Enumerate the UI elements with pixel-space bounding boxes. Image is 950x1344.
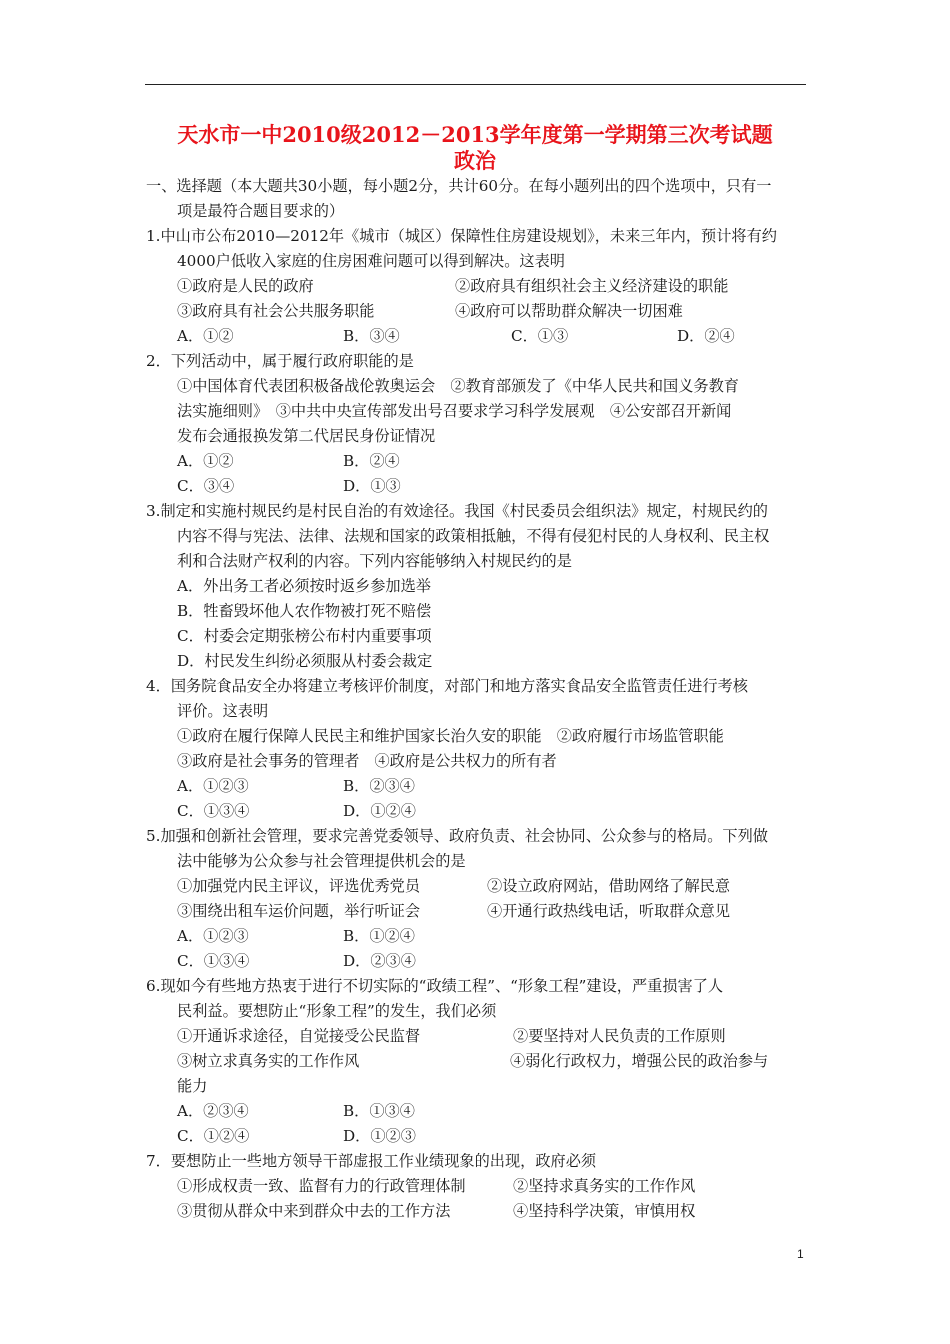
statement: 法实施细则》 ③中共中央宣传部发出号召要求学习科学发展观 ④公安部召开新闻	[177, 402, 732, 420]
answer-option: B．②④	[343, 452, 400, 470]
answer-option: B．③④	[343, 327, 400, 345]
statement: ③政府具有社会公共服务职能	[177, 302, 375, 320]
page-number: 1	[797, 1247, 804, 1261]
top-rule	[145, 84, 806, 85]
answer-option: C．③④	[177, 477, 235, 495]
statement: ③政府是社会事务的管理者 ④政府是公共权力的所有者	[177, 752, 557, 770]
answer-option: D．村民发生纠纷必须服从村委会裁定	[177, 652, 433, 670]
statement: ④坚持科学决策，审慎用权	[513, 1202, 696, 1220]
statement: ①政府是人民的政府	[177, 277, 314, 295]
answer-option: C．村委会定期张榜公布村内重要事项	[177, 627, 432, 645]
answer-option: A．①②③	[177, 927, 249, 945]
statement: ④弱化行政权力，增强公民的政治参与	[510, 1052, 769, 1070]
answer-option: C．①③	[511, 327, 569, 345]
question-stem: 4000户低收入家庭的住房困难问题可以得到解决。这表明	[177, 252, 565, 270]
answer-option: D．②④	[677, 327, 735, 345]
answer-option: B．牲畜毁坏他人农作物被打死不赔偿	[177, 602, 432, 620]
statement: ②设立政府网站，借助网络了解民意	[487, 877, 730, 895]
question-stem: 民利益。要想防止“形象工程”的发生，我们必须	[177, 1002, 497, 1020]
answer-option: A．①②	[177, 452, 234, 470]
exam-subject: 政治	[454, 148, 496, 173]
statement: ②坚持求真务实的工作作风	[513, 1177, 696, 1195]
section-heading-line: 一、选择题（本大题共30小题，每小题2分，共计60分。在每小题列出的四个选项中，只有一	[146, 177, 772, 195]
statement: ④政府可以帮助群众解决一切困难	[455, 302, 683, 320]
exam-title: 天水市一中2010级2012－2013学年度第一学期第三次考试题	[177, 122, 773, 147]
answer-option: D．②③④	[343, 952, 416, 970]
statement: ①政府在履行保障人民民主和维护国家长治久安的职能 ②政府履行市场监管职能	[177, 727, 724, 745]
question-stem: 6.现如今有些地方热衷于进行不切实际的“政绩工程”、“形象工程”建设，严重损害了人	[146, 977, 724, 995]
answer-option: D．①②④	[343, 802, 416, 820]
statement: ②要坚持对人民负责的工作原则	[513, 1027, 726, 1045]
statement: ①加强党内民主评议，评选优秀党员	[177, 877, 420, 895]
question-stem: 评价。这表明	[177, 702, 269, 720]
question-stem: 4．国务院食品安全办将建立考核评价制度，对部门和地方落实食品安全监管责任进行考核	[146, 677, 748, 695]
statement: ③贯彻从群众中来到群众中去的工作方法	[177, 1202, 451, 1220]
answer-option: A．①②③	[177, 777, 249, 795]
answer-option: A．①②	[177, 327, 234, 345]
answer-option: C．①③④	[177, 802, 250, 820]
answer-option: D．①③	[343, 477, 401, 495]
statement: 能力	[177, 1077, 208, 1095]
answer-option: D．①②③	[343, 1127, 416, 1145]
question-stem: 1.中山市公布2010—2012年《城市（城区）保障性住房建设规划》，未来三年内，预计将有约	[146, 227, 777, 245]
question-stem: 利和合法财产权利的内容。下列内容能够纳入村规民约的是	[177, 552, 572, 570]
answer-option: A．②③④	[177, 1102, 249, 1120]
statement: ①开通诉求途径，自觉接受公民监督	[177, 1027, 420, 1045]
question-stem: 7．要想防止一些地方领导干部虚报工作业绩现象的出现，政府必须	[146, 1152, 597, 1170]
statement: ①形成权责一致、监督有力的行政管理体制	[177, 1177, 466, 1195]
statement: ③围绕出租车运价问题，举行听证会	[177, 902, 420, 920]
statement: ③树立求真务实的工作作风	[177, 1052, 360, 1070]
answer-option: B．②③④	[343, 777, 415, 795]
answer-option: C．①②④	[177, 1127, 250, 1145]
statement: 发布会通报换发第二代居民身份证情况	[177, 427, 436, 445]
answer-option: A．外出务工者必须按时返乡参加选举	[177, 577, 431, 595]
answer-option: B．①③④	[343, 1102, 415, 1120]
question-stem: 5.加强和创新社会管理，要求完善党委领导、政府负责、社会协同、公众参与的格局。下列做	[146, 827, 768, 845]
statement: ①中国体育代表团积极备战伦敦奥运会 ②教育部颁发了《中华人民共和国义务教育	[177, 377, 739, 395]
statement: ②政府具有组织社会主义经济建设的职能	[455, 277, 729, 295]
question-stem: 内容不得与宪法、法律、法规和国家的政策相抵触，不得有侵犯村民的人身权利、民主权	[177, 527, 770, 545]
answer-option: B．①②④	[343, 927, 415, 945]
question-stem: 法中能够为公众参与社会管理提供机会的是	[177, 852, 466, 870]
question-stem: 3.制定和实施村规民约是村民自治的有效途径。我国《村民委员会组织法》规定，村规民约的	[146, 502, 768, 520]
answer-option: C．①③④	[177, 952, 250, 970]
section-heading-line: 项是最符合题目要求的）	[177, 202, 345, 220]
statement: ④开通行政热线电话，听取群众意见	[487, 902, 730, 920]
question-stem: 2．下列活动中，属于履行政府职能的是	[146, 352, 414, 370]
